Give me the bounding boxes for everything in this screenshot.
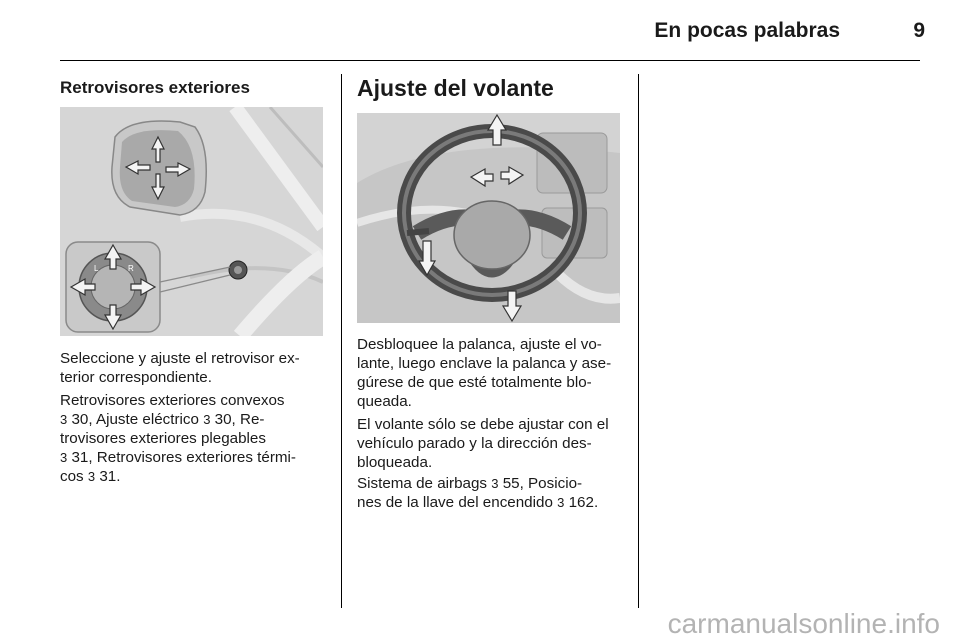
reference-link[interactable]: 55, Posicio- [502, 475, 583, 492]
text-line: lante, luego enclave la palanca y ase- [357, 355, 612, 372]
text-fragment: Sistema de airbags [357, 475, 488, 492]
text-line: queada. [357, 393, 412, 410]
text-line: gúrese de que esté totalmente blo- [357, 374, 592, 391]
header-rule [60, 60, 920, 61]
text-line: El volante sólo se debe ajustar con el [357, 416, 609, 433]
header-title: En pocas palabras [654, 19, 840, 42]
text-line: vehículo parado y la dirección des- [357, 435, 592, 452]
text-line [357, 493, 598, 512]
text-line: Desbloquee la palanca, ajuste el vo- [357, 336, 602, 353]
text-line: bloqueada. [357, 454, 433, 471]
mirror-instruction-paragraph [60, 349, 300, 387]
steering-references-paragraph [357, 474, 598, 512]
reference-link[interactable]: 30, Ajuste eléctrico [71, 411, 199, 428]
steering-instruction-paragraph [357, 335, 611, 411]
mirror-references-paragraph [60, 391, 296, 486]
mirror-illustration-svg [60, 107, 323, 336]
text-fragment: cos [60, 468, 84, 485]
reference-link[interactable]: 30, Re- [214, 411, 265, 428]
section-title-steering: Ajuste del volante [357, 75, 554, 101]
mirror-switch-right-label: R [128, 264, 134, 273]
text-fragment: nes de la llave del encendido [357, 494, 553, 511]
column-divider-left [341, 74, 342, 608]
mirror-switch-left-label: L [94, 264, 99, 273]
text-line [60, 448, 296, 467]
text-line: terior correspondiente. [60, 369, 212, 386]
reference-link[interactable]: 31. [99, 468, 121, 485]
steering-adjust-illustration [357, 113, 620, 323]
text-line: Retrovisores exteriores convexos [60, 392, 285, 409]
text-line: Seleccione y ajuste el retrovisor ex- [60, 350, 300, 367]
reference-link[interactable]: 162. [568, 494, 599, 511]
reference-arrow-icon: 3 [60, 450, 68, 465]
reference-arrow-icon: 3 [87, 469, 96, 484]
reference-arrow-icon: 3 [60, 412, 68, 427]
page-number: 9 [913, 19, 925, 42]
reference-arrow-icon: 3 [491, 476, 499, 491]
watermark: carmanualsonline.info [667, 608, 940, 639]
text-line: trovisores exteriores plegables [60, 430, 266, 447]
text-line [60, 467, 296, 486]
column-divider-right [638, 74, 639, 608]
reference-arrow-icon: 3 [557, 495, 565, 510]
text-line [60, 410, 296, 429]
section-title-mirrors: Retrovisores exteriores [60, 78, 250, 97]
mirror-adjust-illustration [60, 107, 323, 336]
text-line [357, 474, 598, 493]
reference-arrow-icon: 3 [203, 412, 211, 427]
steering-warning-paragraph [357, 415, 609, 472]
reference-link[interactable]: 31, Retrovisores exteriores térmi- [71, 449, 296, 466]
steering-illustration-svg [357, 113, 620, 323]
